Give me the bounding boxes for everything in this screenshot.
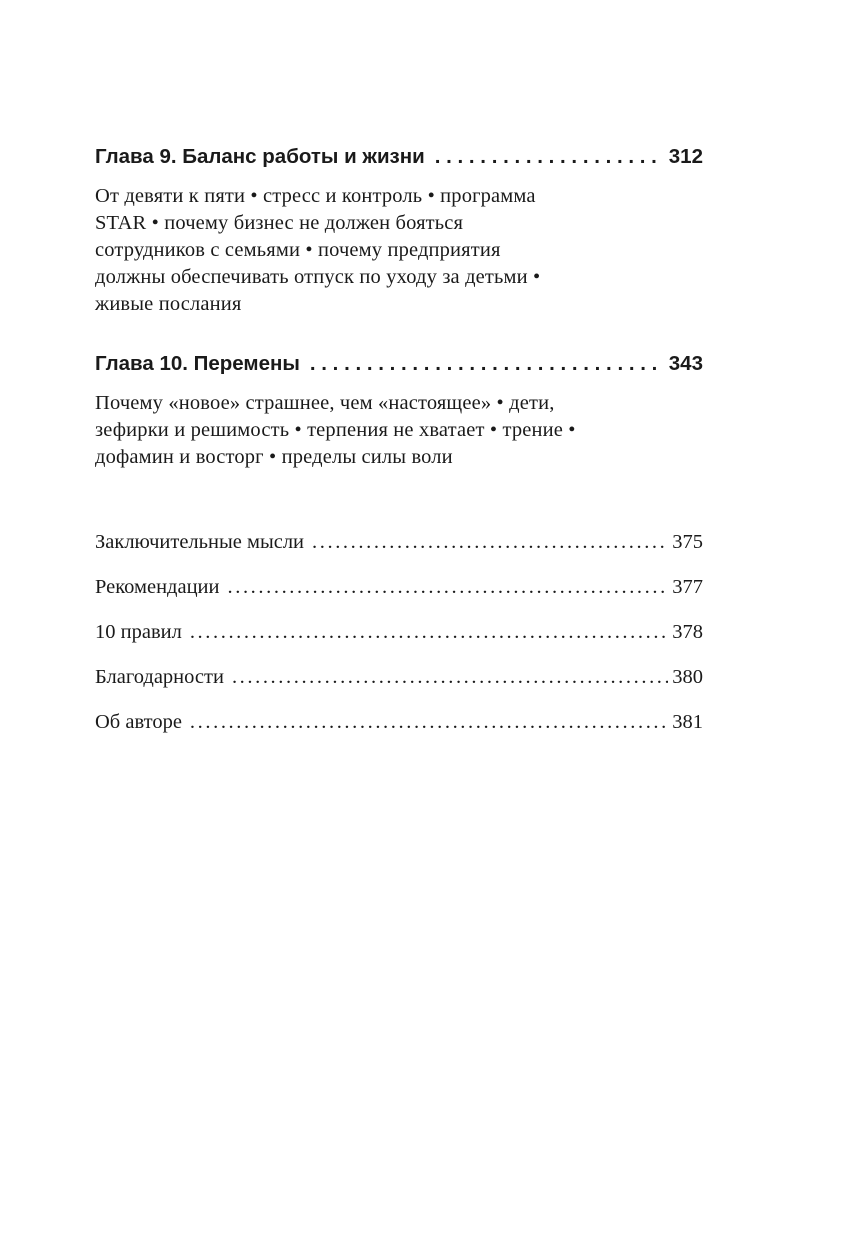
entry-page-number: 381 xyxy=(672,711,703,733)
summary-line: должны обеспечивать отпуск по уходу за детьми • xyxy=(95,266,541,288)
entry-page-number: 378 xyxy=(672,621,703,643)
summary-line: STAR • почему бизнес не должен бояться xyxy=(95,212,464,234)
toc-chapter-9 xyxy=(95,139,703,318)
dot-leader xyxy=(190,700,668,745)
chapter-summary xyxy=(95,390,703,471)
entry-title: Заключительные мысли xyxy=(95,531,305,553)
chapter-page-number: 312 xyxy=(668,145,703,168)
back-matter-list xyxy=(95,520,703,745)
toc-entry-recommendations xyxy=(95,565,703,610)
dot-leader xyxy=(228,565,669,610)
dot-leader xyxy=(190,610,668,655)
summary-line: Почему «новое» страшнее, чем «настоящее» • дети, xyxy=(95,392,555,414)
entry-title: 10 правил xyxy=(95,621,182,643)
chapter-page-number: 343 xyxy=(668,352,703,375)
entry-page-number: 375 xyxy=(672,531,703,553)
summary-line: От девяти к пяти • стресс и контроль • программа xyxy=(95,185,536,207)
table-of-contents xyxy=(95,139,703,471)
dot-leader xyxy=(310,346,659,382)
entry-title: Рекомендации xyxy=(95,576,220,598)
summary-line: сотрудников с семьями • почему предприятия xyxy=(95,239,501,261)
toc-entry-acknowledgements xyxy=(95,655,703,700)
entry-page-number: 377 xyxy=(672,576,703,598)
chapter-title: Глава 10. Перемены xyxy=(95,352,300,375)
dot-leader xyxy=(435,139,659,175)
entry-title: Об авторе xyxy=(95,711,182,733)
summary-line: дофамин и восторг • пределы силы воли xyxy=(95,446,453,468)
toc-chapter-10 xyxy=(95,346,703,471)
dot-leader xyxy=(312,520,668,565)
toc-entry-closing-thoughts xyxy=(95,520,703,565)
chapter-summary xyxy=(95,183,703,318)
chapter-title: Глава 9. Баланс работы и жизни xyxy=(95,145,425,168)
entry-page-number: 380 xyxy=(672,666,703,688)
dot-leader xyxy=(232,655,668,700)
toc-entry-10-rules xyxy=(95,610,703,655)
chapter-heading-line xyxy=(95,346,703,382)
summary-line: живые послания xyxy=(95,293,242,315)
entry-title: Благодарности xyxy=(95,666,224,688)
summary-line: зефирки и решимость • терпения не хватает • трение • xyxy=(95,419,576,441)
toc-entry-about-author xyxy=(95,700,703,745)
chapter-heading-line xyxy=(95,139,703,175)
